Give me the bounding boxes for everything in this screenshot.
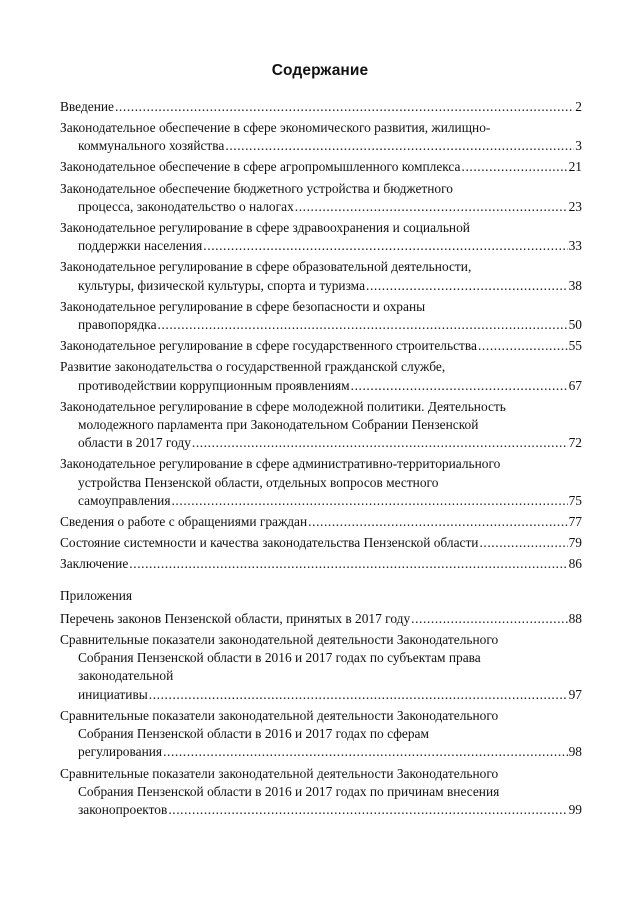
- toc-page-number: 50: [568, 317, 582, 333]
- toc-entry-text: Собрания Пензенской области в 2016 и 2017 годах по причинам внесения: [78, 783, 500, 799]
- toc-appendix-list: [60, 610, 582, 820]
- dot-leader: [478, 337, 568, 355]
- toc-entry[interactable]: [60, 219, 582, 256]
- toc-entry-last-line: [60, 377, 582, 395]
- toc-entry[interactable]: [60, 707, 582, 762]
- toc-entry-last-line: [60, 337, 582, 355]
- page-title: Содержание: [271, 62, 369, 79]
- toc-entry-text: Сравнительные показатели законодательной деятельности Законодательного: [60, 707, 499, 723]
- toc-page-number: 75: [568, 492, 582, 508]
- toc-entry-last-line: [60, 555, 582, 573]
- dot-leader: [129, 555, 567, 573]
- toc-page-number: 2: [575, 99, 582, 114]
- toc-entry-text: устройства Пензенской области, отдельных вопросов местного: [78, 474, 439, 490]
- toc-entry[interactable]: [60, 180, 582, 217]
- toc-entry-text: Состояние системности и качества законодательства Пензенской области: [60, 535, 479, 551]
- toc-entry-text: Законодательное регулирование в сфере административно-территориального: [60, 456, 501, 472]
- toc-page-number: 88: [568, 610, 582, 626]
- toc-entry-text: процесса, законодательство о налогах: [78, 198, 294, 214]
- appendix-heading: Приложения: [60, 588, 133, 604]
- toc-entry-last-line: [60, 98, 582, 116]
- toc-entry-text: инициативы: [78, 686, 148, 702]
- dot-leader: [158, 316, 568, 334]
- toc-page-number: 55: [568, 338, 582, 354]
- toc-main-list: [60, 98, 582, 573]
- dot-leader: [149, 686, 568, 704]
- toc-entry-text: Перечень законов Пензенской области, принятых в 2017 году: [60, 610, 411, 626]
- dot-leader: [308, 513, 567, 531]
- toc-entry[interactable]: [60, 765, 582, 820]
- dot-leader: [351, 377, 568, 395]
- toc-entry[interactable]: [60, 358, 582, 395]
- toc-entry-last-line: [60, 686, 582, 704]
- toc-entry-last-line: [60, 198, 582, 216]
- toc-entry-text: Сведения о работе с обращениями граждан: [60, 514, 308, 529]
- toc-entry[interactable]: [60, 258, 582, 295]
- toc-entry-text: Развитие законодательства о государственной гражданской службе,: [60, 359, 446, 375]
- toc-page-number: 67: [568, 377, 582, 393]
- toc-entry-text: Собрания Пензенской области в 2016 и 2017 годах по сферам: [78, 726, 429, 742]
- toc-entry-text: Законодательное регулирование в сфере здравоохранения и социальной: [60, 219, 470, 235]
- toc-entry-last-line: [60, 534, 582, 552]
- toc-entry[interactable]: [60, 158, 582, 176]
- toc-entry-text: коммунального хозяйства: [78, 138, 225, 154]
- toc-entry-last-line: [60, 316, 582, 334]
- toc-entry-text: противодействии коррупционным проявлениям: [78, 377, 350, 393]
- toc-entry-text: области в 2017 году: [78, 435, 191, 451]
- toc-entry-text: Сравнительные показатели законодательной деятельности Законодательного: [60, 765, 499, 781]
- toc-entry-last-line: [60, 743, 582, 761]
- toc-entry[interactable]: [60, 513, 582, 531]
- dot-leader: [171, 492, 567, 510]
- toc-entry-text: культуры, физической культуры, спорта и туризма: [78, 277, 366, 293]
- toc-entry-text: законопроектов: [78, 802, 168, 818]
- toc-entry[interactable]: [60, 610, 582, 628]
- toc-page-number: 99: [568, 802, 582, 818]
- toc-entry-text: Законодательное регулирование в сфере молодежной политики. Деятельность: [60, 398, 506, 414]
- toc-page-number: 97: [568, 686, 582, 702]
- toc-entry-last-line: [60, 277, 582, 295]
- toc-entry[interactable]: [60, 555, 582, 573]
- toc-entry-text: правопорядка: [78, 317, 157, 333]
- toc-entry[interactable]: [60, 398, 582, 453]
- table-of-contents: [60, 98, 582, 822]
- toc-entry-text: Законодательное регулирование в сфере безопасности и охраны: [60, 298, 426, 314]
- toc-entry-text: Собрания Пензенской области в 2016 и 2017 годах по субъектам права: [78, 650, 481, 666]
- toc-page-number: 86: [568, 556, 582, 572]
- toc-entry-text: Законодательное регулирование в сфере образовательной деятельности,: [60, 259, 472, 275]
- toc-entry-last-line: [60, 513, 582, 531]
- toc-entry-last-line: [60, 434, 582, 452]
- dot-leader: [168, 801, 567, 819]
- toc-entry[interactable]: [60, 298, 582, 335]
- toc-entry-text: самоуправления: [78, 492, 171, 508]
- toc-page-number: 38: [568, 277, 582, 293]
- toc-page-number: 3: [575, 138, 582, 154]
- dot-leader: [163, 743, 568, 761]
- toc-entry-text: Законодательное регулирование в сфере государственного строительства: [60, 338, 477, 354]
- toc-entry-text: регулирования: [78, 744, 163, 760]
- toc-entry[interactable]: [60, 337, 582, 355]
- toc-entry-text: Законодательное обеспечение в сфере экономического развития, жилищно-: [60, 120, 491, 136]
- toc-entry-text: законодательной: [78, 668, 174, 684]
- dot-leader: [479, 534, 567, 552]
- toc-entry-last-line: [60, 610, 582, 628]
- toc-page-number: 77: [568, 514, 582, 529]
- toc-entry-text: Введение: [60, 99, 114, 114]
- toc-entry-text: Законодательное обеспечение бюджетного устройства и бюджетного: [60, 180, 453, 196]
- toc-page-number: 33: [568, 238, 582, 254]
- toc-entry[interactable]: [60, 455, 582, 510]
- dot-leader: [115, 98, 574, 116]
- toc-entry-text: Законодательное обеспечение в сфере агропромышленного комплекса: [60, 159, 461, 175]
- toc-entry-last-line: [60, 137, 582, 155]
- toc-entry-last-line: [60, 801, 582, 819]
- toc-entry-text: Сравнительные показатели законодательной деятельности Законодательного: [60, 631, 499, 647]
- toc-entry[interactable]: [60, 631, 582, 704]
- toc-entry[interactable]: [60, 119, 582, 156]
- toc-page-number: 98: [568, 744, 582, 760]
- dot-leader: [462, 158, 568, 176]
- dot-leader: [203, 237, 567, 255]
- toc-page-number: 23: [568, 198, 582, 214]
- toc-entry-last-line: [60, 158, 582, 176]
- toc-entry-last-line: [60, 492, 582, 510]
- dot-leader: [366, 277, 568, 295]
- toc-entry[interactable]: [60, 98, 582, 116]
- toc-entry-text: поддержки населения: [78, 238, 203, 254]
- toc-page-number: 72: [568, 435, 582, 451]
- dot-leader: [192, 434, 568, 452]
- toc-entry[interactable]: [60, 534, 582, 552]
- toc-page-number: 21: [568, 159, 582, 175]
- dot-leader: [295, 198, 568, 216]
- toc-entry-last-line: [60, 237, 582, 255]
- toc-entry-text: молодежного парламента при Законодательном Собрании Пензенской: [78, 416, 479, 432]
- dot-leader: [411, 610, 567, 628]
- toc-page-number: 79: [568, 535, 582, 551]
- toc-entry-text: Заключение: [60, 556, 129, 572]
- dot-leader: [225, 137, 574, 155]
